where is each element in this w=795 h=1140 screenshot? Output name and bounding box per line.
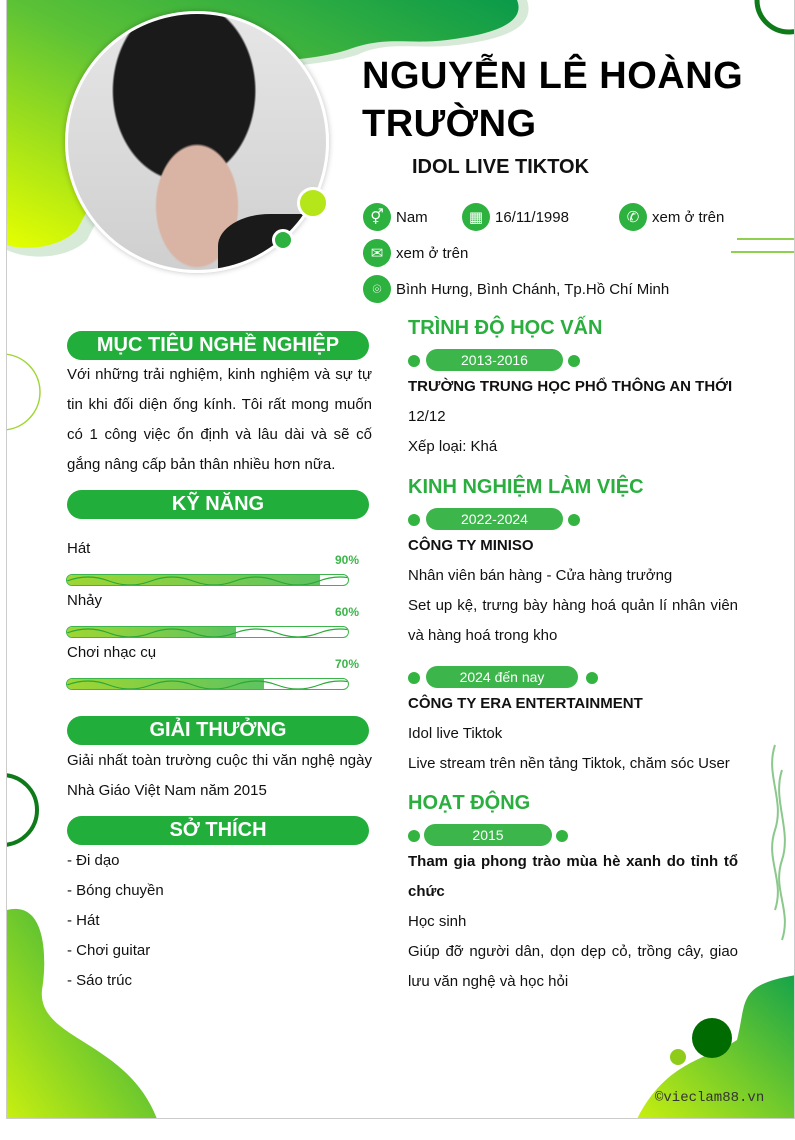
job-company: CÔNG TY ERA ENTERTAINMENT (408, 695, 643, 712)
skill-name: Chơi nhạc cụ (67, 644, 157, 661)
activity-role: Học sinh (408, 913, 467, 930)
location-pin-icon: ⌾ (363, 275, 391, 303)
job-company: CÔNG TY MINISO (408, 537, 534, 554)
hobbies-list (67, 846, 164, 996)
activity-name: Tham gia phong trào mùa hè xanh do tỉnh tổ chức (408, 853, 738, 900)
skills-heading: KỸ NĂNG (67, 490, 369, 519)
gender-icon: ⚥ (363, 203, 391, 231)
education-rank: Xếp loại: Khá (408, 438, 498, 455)
skill-percent: 60% (335, 605, 360, 619)
hobby-item: - Hát (67, 912, 100, 929)
decor-dot (272, 229, 294, 251)
skill-bar (66, 574, 349, 586)
contact-gender: ⚥ Nam (363, 203, 428, 231)
calendar-icon: ▦ (462, 203, 490, 231)
skill-bar (66, 626, 349, 638)
education-grade: 12/12 (408, 408, 446, 425)
hobby-item: - Chơi guitar (67, 942, 151, 959)
full-name: NGUYỄN LÊ HOÀNG TRƯỜNG (362, 55, 744, 145)
objective-heading: MỤC TIÊU NGHỀ NGHIỆP (67, 331, 369, 360)
cv-page (6, 0, 795, 1119)
hobby-item: - Bóng chuyền (67, 882, 164, 899)
contact-birthday: ▦ 16/11/1998 (462, 203, 569, 231)
envelope-icon: ✉ (363, 239, 391, 267)
skill-name: Hát (67, 540, 91, 557)
job-date: 2022-2024 (408, 508, 588, 532)
job-role: Nhân viên bán hàng - Cửa hàng trưởng (408, 567, 673, 584)
education-heading: TRÌNH ĐỘ HỌC VẤN (408, 317, 603, 339)
awards-heading: GIẢI THƯỞNG (67, 716, 369, 745)
hobby-item: - Đi dạo (67, 852, 120, 869)
education-date: 2013-2016 (408, 349, 588, 373)
decor-dot (297, 187, 329, 219)
skill-name: Nhảy (67, 592, 103, 609)
activities-heading: HOẠT ĐỘNG (408, 792, 531, 814)
skill-percent: 90% (335, 553, 360, 567)
skill-percent: 70% (335, 657, 360, 671)
hobbies-heading: SỞ THÍCH (67, 816, 369, 845)
hobby-item: - Sáo trúc (67, 972, 133, 989)
job-description: Live stream trên nền tảng Tiktok, chăm sóc User (408, 755, 730, 772)
contact-address: ⌾ Bình Hưng, Bình Chánh, Tp.Hồ Chí Minh (363, 275, 669, 303)
job-title: IDOL LIVE TIKTOK (412, 156, 590, 178)
education-school: TRƯỜNG TRUNG HỌC PHỔ THÔNG AN THỚI (408, 378, 733, 395)
activity-date: 2015 (408, 824, 588, 848)
contact-phone: ✆ xem ở trên (619, 203, 724, 231)
phone-icon: ✆ (619, 203, 647, 231)
job-role: Idol live Tiktok (408, 725, 503, 742)
job-description: Set up kệ, trưng bày hàng hoá quản lí nhân viên và hàng hoá trong kho (408, 597, 738, 644)
skill-bar (66, 678, 349, 690)
objective-text: Với những trải nghiệm, kinh nghiệm và sự tự tin khi đối diện ống kính. Tôi rất mong muốn có 1 công việc ổn định và lâu dài và sẽ cố gắng nâng cấp bản thân nhiều hơn nữa. (67, 366, 372, 473)
watermark: ©vieclam88.vn (655, 1090, 765, 1106)
job-date: 2024 đến nay (408, 666, 588, 690)
awards-text: Giải nhất toàn trường cuộc thi văn nghệ ngày Nhà Giáo Việt Nam năm 2015 (67, 752, 372, 799)
contact-email: ✉ xem ở trên (363, 239, 468, 267)
experience-heading: KINH NGHIỆM LÀM VIỆC (408, 476, 644, 498)
activity-description: Giúp đỡ người dân, dọn dẹp cỏ, trồng cây, giao lưu văn nghệ và học hỏi (408, 943, 738, 990)
